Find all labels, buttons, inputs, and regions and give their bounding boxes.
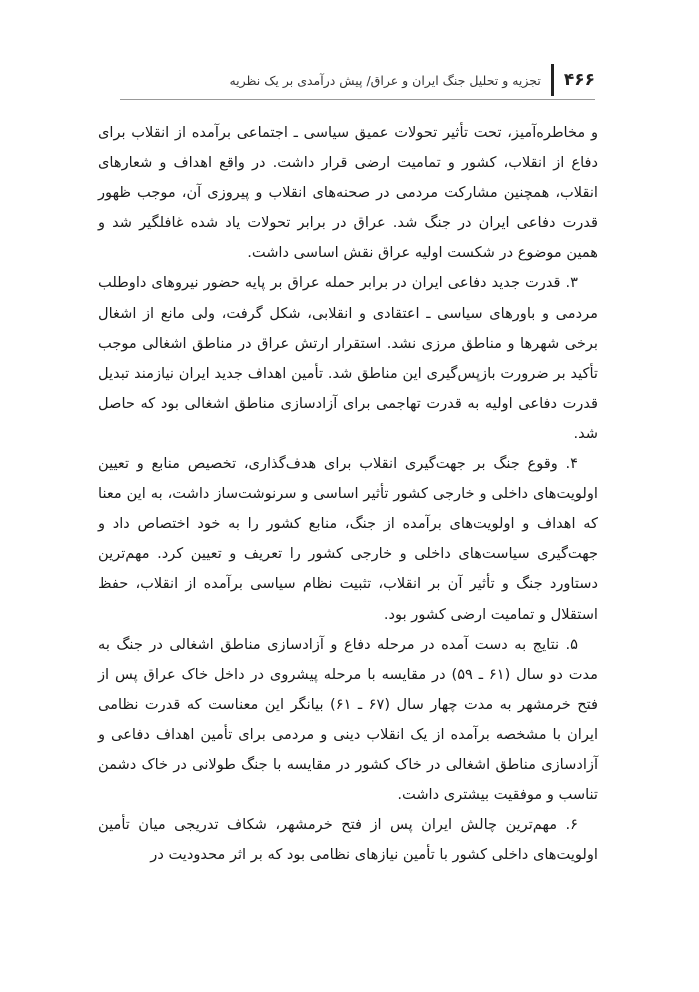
page-header xyxy=(120,60,595,100)
header-vertical-rule xyxy=(551,64,554,96)
paragraph-item-6: ۶. مهم‌ترین چالش ایران پس از فتح خرمشهر، شکاف تدریجی میان تأمین اولویت‌های داخلی کشور با تأمین نیازهای نظامی بود که بر اثر محدودیت در xyxy=(98,816,598,864)
body-text xyxy=(98,118,598,870)
page-number: ۴۶۶ xyxy=(563,70,595,90)
paragraph-item-4: ۴. وقوع جنگ بر جهت‌گیری انقلاب برای هدف‌گذاری، تخصیص منابع و تعیین اولویت‌های داخلی و خارجی کشور تأثیر اساسی و سرنوشت‌ساز داشت، به این معنا که اهداف و اولویت‌های برآمده از جنگ، منابع کشور را به خود اختصاص داد و جهت‌گیری سیاست‌های داخلی و خارجی کشور را تعریف و تعیین کرد. مهم‌ترین دستاورد جنگ و تأثیر آن بر انقلاب، تثبیت نظام سیاسی برآمده از انقلاب، حفظ استقلال و تمامیت ارضی کشور بود. xyxy=(98,455,598,623)
paragraph-continuation: و مخاطره‌آمیز، تحت تأثیر تحولات عمیق سیاسی ـ اجتماعی برآمده از انقلاب برای دفاع از انقلاب، کشور و تمامیت ارضی قرار داشت. در واقع اهداف و شعارهای انقلاب، همچنین مشارکت مردمی در صحنه‌های انقلاب و پیروزی آن، موجب ظهور قدرت دفاعی ایران در جنگ شد. عراق در برابر تحولات یاد شده غافلگیر شد و همین موضوع در شکست اولیه عراق نقش اساسی داشت. xyxy=(98,124,598,262)
running-title: تجزیه و تحلیل جنگ ایران و عراق/ پیش درآمدی بر یک نظریه xyxy=(229,72,541,88)
paragraph-item-3: ۳. قدرت جدید دفاعی ایران در برابر حمله عراق بر پایه حضور نیروهای داوطلب مردمی و باورهای سیاسی ـ اعتقادی و انقلابی، شکل گرفت، ولی مانع از اشغال برخی شهرها و مناطق مرزی نشد. استقرار ارتش عراق در مناطق اشغالی موجب تأکید بر ضرورت بازپس‌گیری این مناطق شد. تأمین اهداف جدید ایران نیازمند تبدیل قدرت دفاعی اولیه به قدرت تهاجمی برای آزادسازی مناطق اشغالی بود که حاصل شد. xyxy=(98,274,598,442)
header-divider xyxy=(120,99,595,100)
paragraph-item-5: ۵. نتایج به دست آمده در مرحله دفاع و آزادسازی مناطق اشغالی در جنگ به مدت دو سال (۶۱ ـ ۵۹) در مقایسه با مرحله پیشروی در داخل خاک عراق پس از فتح خرمشهر به مدت چهار سال (۶۷ ـ ۶۱) بیانگر این معناست که قدرت نظامی ایران با مشخصه برآمده از یک انقلاب دینی و مردمی برای تأمین اهداف دفاعی و آزادسازی مناطق اشغالی در خاک کشور در مقایسه با جنگ طولانی در خاک دشمن تناسب و موفقیت بیشتری داشت. xyxy=(98,635,598,804)
